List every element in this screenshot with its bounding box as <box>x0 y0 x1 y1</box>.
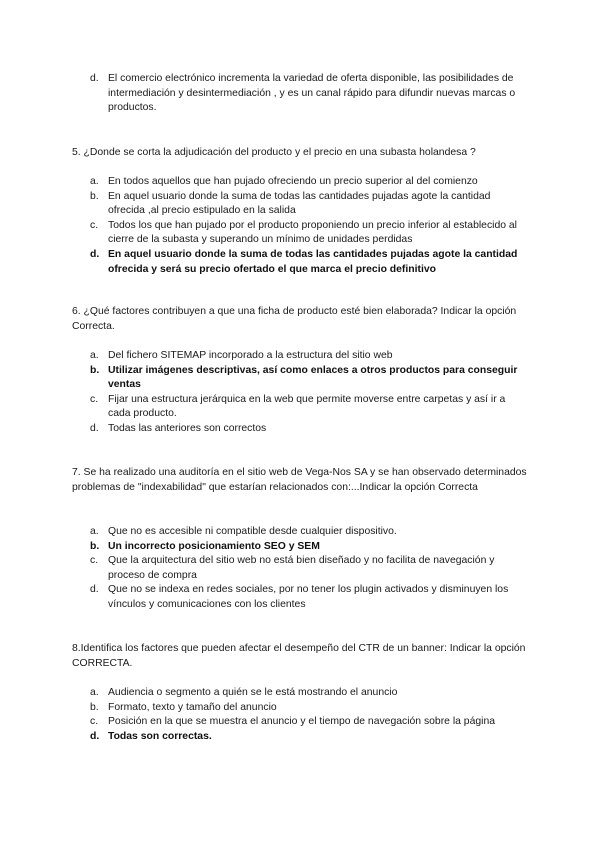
options-list-7 <box>90 525 530 613</box>
option-d-correct <box>90 248 530 277</box>
option-letter: d. <box>90 584 99 596</box>
question-6: 6. ¿Qué factores contribuyen a que una ficha de producto esté bien elaborada? Indicar la opción Correcta. <box>72 306 517 332</box>
option-text: Que no se indexa en redes sociales, por no tener los plugin activados y disminuyen los vínculos y comunicaciones con los clientes <box>108 584 509 610</box>
option-text: Fijar una estructura jerárquica en la web que permite moverse entre carpetas y así ir a cada producto. <box>108 393 506 420</box>
option-a <box>90 349 530 364</box>
options-list-5 <box>90 175 530 277</box>
option-letter: a. <box>90 526 99 537</box>
option-d <box>90 422 530 437</box>
option-c <box>90 219 530 248</box>
option-d <box>90 583 530 612</box>
option-text: Utilizar imágenes descriptivas, así como enlaces a otros productos para conseguir ventas <box>108 364 518 391</box>
option-letter: d. <box>90 248 100 260</box>
option-letter: c. <box>90 716 99 728</box>
option-text: Formato, texto y tamaño del anuncio <box>108 701 277 713</box>
options-list-prev <box>90 72 530 116</box>
option-b-correct <box>90 364 530 393</box>
option-c <box>90 393 530 422</box>
options-list-6 <box>90 349 530 437</box>
option-letter: c. <box>90 219 99 231</box>
option-text: Todas son correctas. <box>108 730 212 742</box>
option-letter: d. <box>90 422 99 434</box>
option-text: Que la arquitectura del sitio web no está bien diseñado y no facilita de navegación y proceso de compra <box>108 555 495 581</box>
option-a <box>90 525 530 540</box>
option-text: Posición en la que se muestra el anuncio y el tiempo de navegación sobre la página <box>108 716 496 728</box>
option-text: En aquel usuario donde la suma de todas las cantidades pujadas agote la cantidad ofrecida y será su precio ofertado el que marca el precio definitivo <box>108 248 518 275</box>
option-d <box>90 72 530 116</box>
question-8: 8.Identifica los factores que pueden afectar el desempeño del CTR de un banner: Indicar la opción CORRECTA. <box>72 643 526 669</box>
option-b-correct <box>90 540 530 555</box>
option-text: Todas las anteriores son correctos <box>108 422 267 434</box>
option-letter: b. <box>90 190 99 202</box>
option-text: Audiencia o segmento a quién se le está mostrando el anuncio <box>108 687 398 698</box>
option-c <box>90 715 530 730</box>
question-7: 7. Se ha realizado una auditoría en el sitio web de Vega-Nos SA y se han observado determinados problemas de "indexabilidad" que estarían relacionados con:...Indicar la opción Correcta <box>72 467 527 493</box>
option-letter: d. <box>90 73 99 84</box>
option-a <box>90 686 530 701</box>
option-b <box>90 190 530 219</box>
option-text: Que no es accesible ni compatible desde cualquier dispositivo. <box>108 526 397 537</box>
option-text: El comercio electrónico incrementa la variedad de oferta disponible, las posibilidades de intermediación y desintermediación , y es un canal rápido para difundir nuevas marcas o productos. <box>108 73 516 114</box>
option-c <box>90 554 530 583</box>
option-letter: a. <box>90 350 99 361</box>
option-d-correct <box>90 730 530 745</box>
option-text: Todos los que han pujado por el producto proponiendo un precio inferior al establecido al cierre de la subasta y superando un mínimo de unidades perdidas <box>108 219 517 246</box>
option-a <box>90 175 530 190</box>
question-5: 5. ¿Donde se corta la adjudicación del producto y el precio en una subasta holandesa ? <box>72 147 476 158</box>
option-letter: d. <box>90 730 100 742</box>
option-letter: b. <box>90 364 100 376</box>
option-text: Del fichero SITEMAP incorporado a la estructura del sitio web <box>108 350 393 361</box>
option-letter: c. <box>90 393 99 405</box>
option-b <box>90 701 530 716</box>
option-letter: a. <box>90 687 99 698</box>
option-text: En todos aquellos que han pujado ofreciendo un precio superior al del comienzo <box>108 176 478 187</box>
option-letter: b. <box>90 540 100 552</box>
option-text: Un incorrecto posicionamiento SEO y SEM <box>108 540 320 552</box>
option-letter: a. <box>90 176 99 187</box>
option-text: En aquel usuario donde la suma de todas las cantidades pujadas agote la cantidad ofrecida ,al precio estipulado en la salida <box>108 190 491 217</box>
option-letter: b. <box>90 701 99 713</box>
options-list-8 <box>90 686 530 744</box>
option-letter: c. <box>90 555 99 567</box>
